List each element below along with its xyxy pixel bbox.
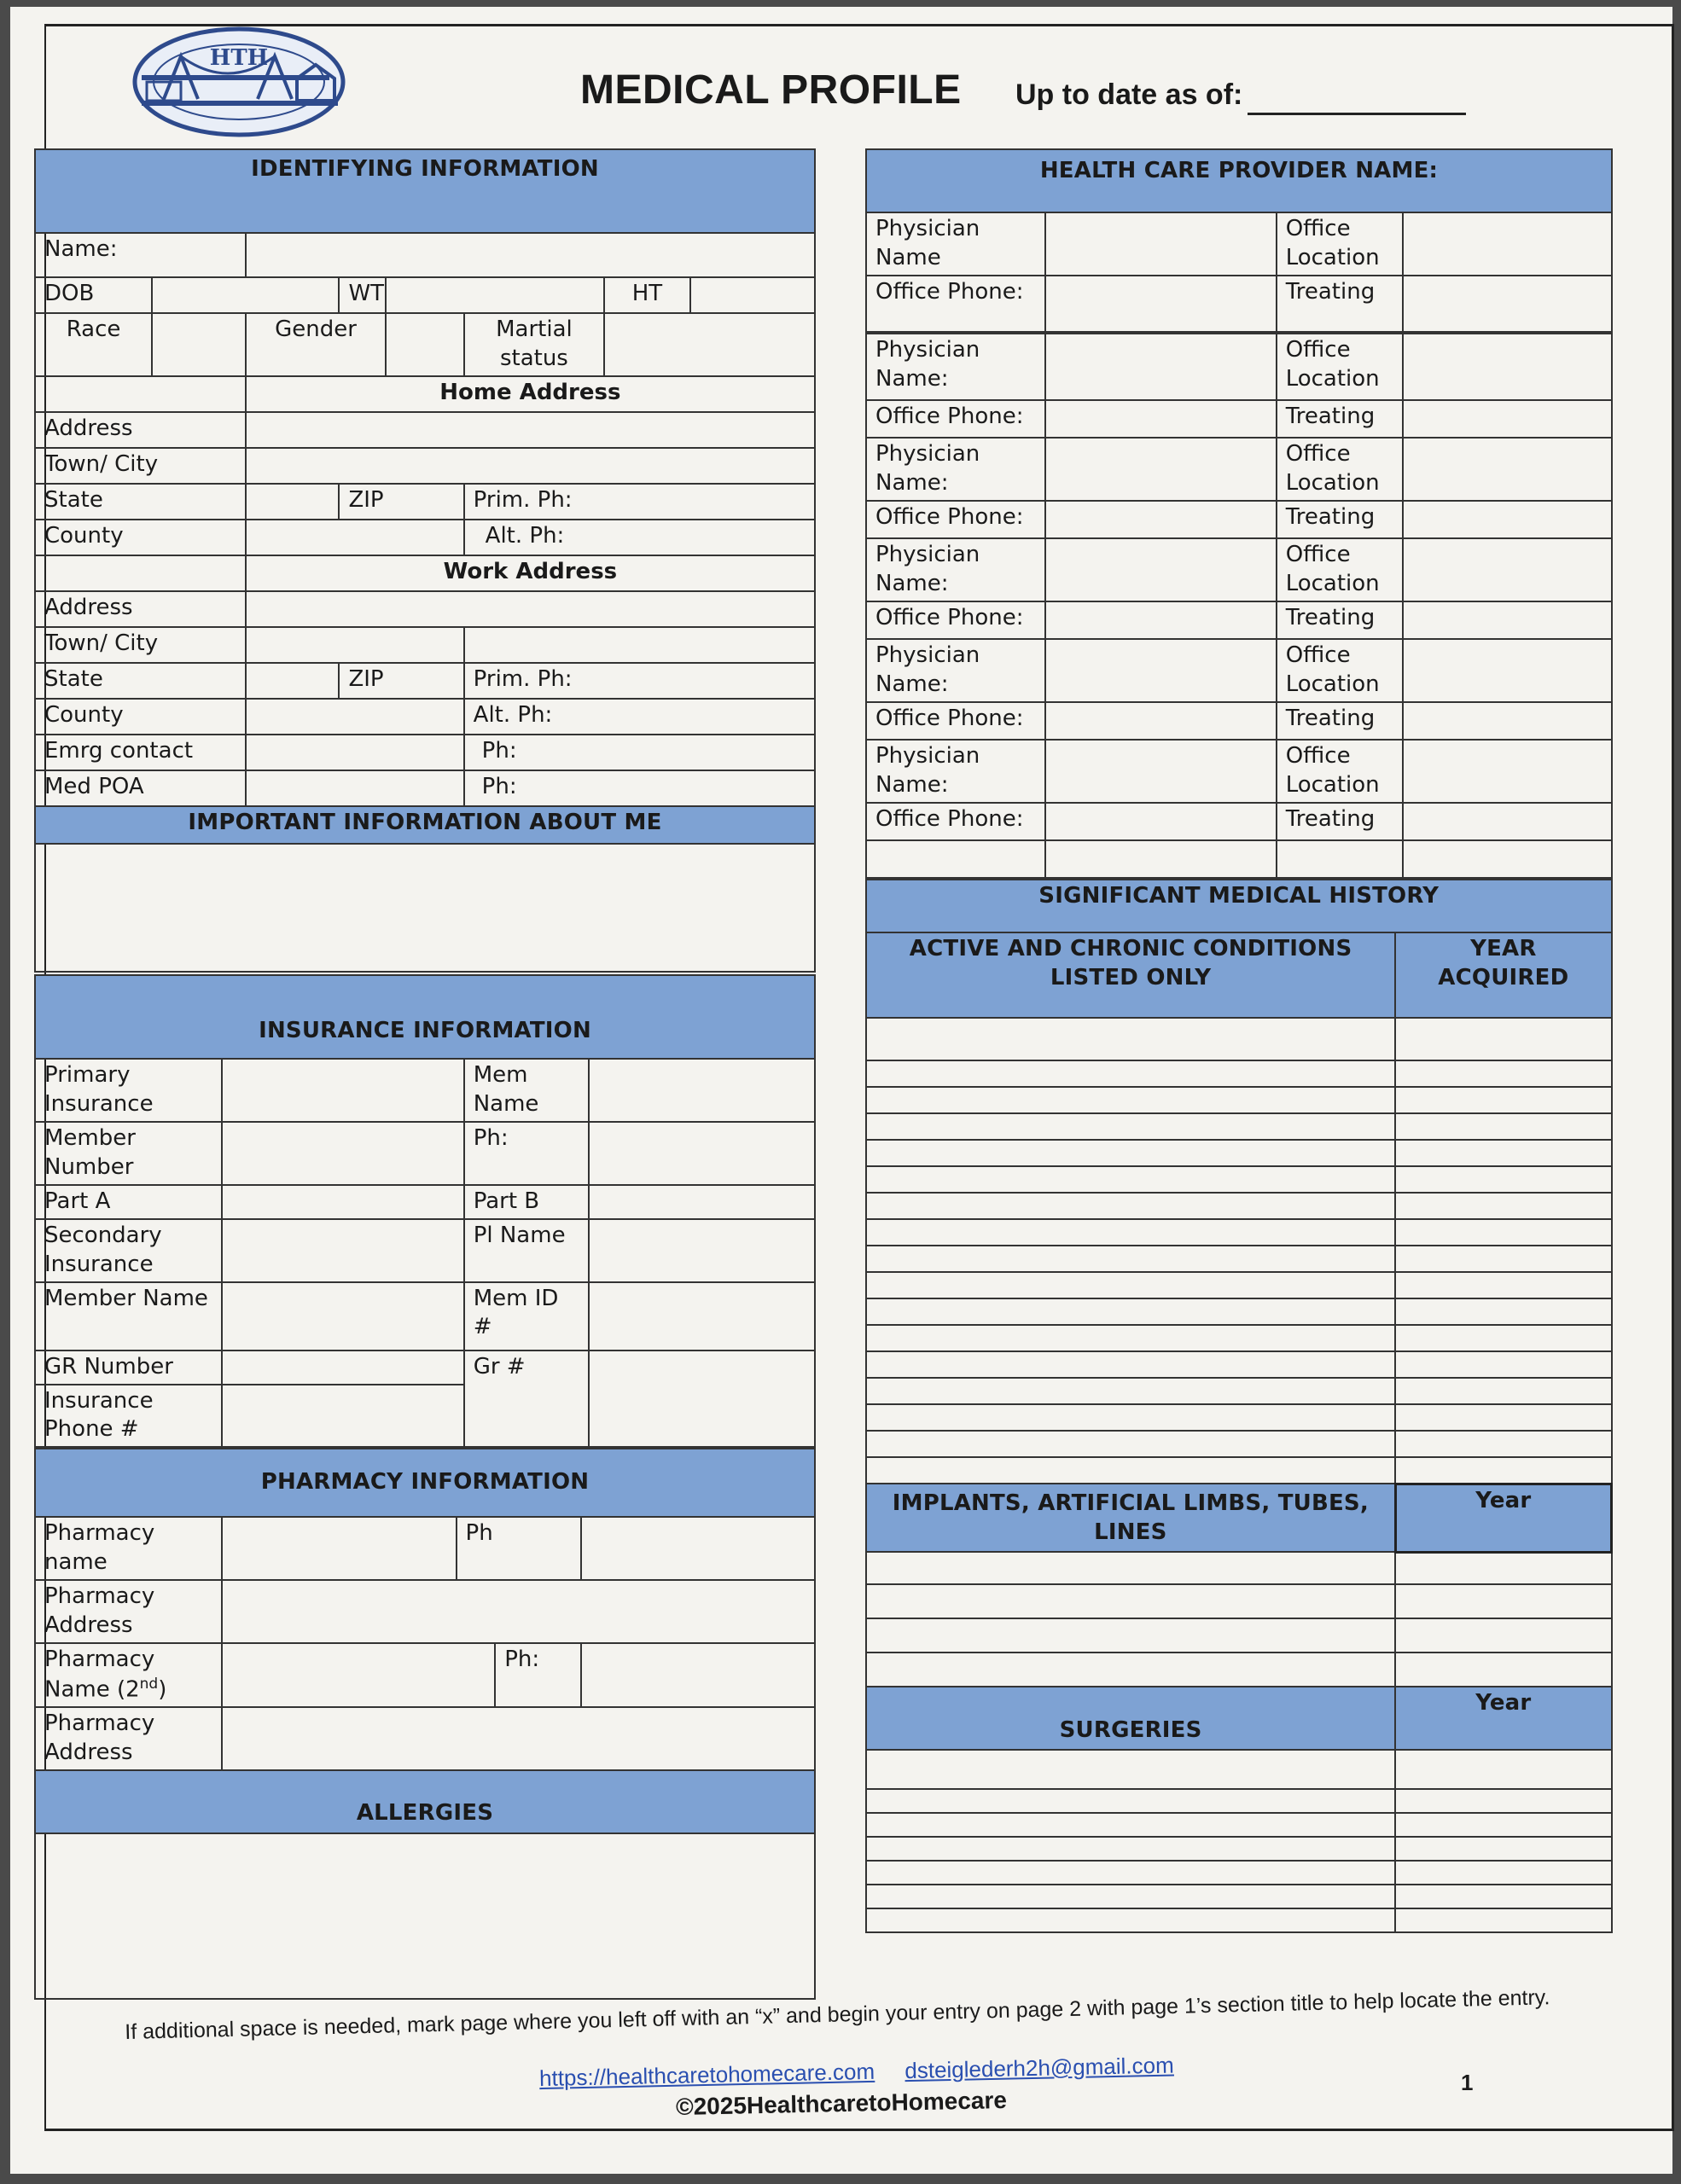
treating-6-label: Treating — [1277, 803, 1404, 840]
med-poa-ph-label[interactable]: Ph: — [464, 770, 815, 806]
office-location-2-field[interactable] — [1403, 334, 1612, 400]
part-a-label: Part A — [35, 1185, 222, 1219]
implant-cell[interactable] — [866, 1584, 1395, 1618]
gr-label: Gr # — [464, 1350, 589, 1448]
provider-rows — [866, 334, 1612, 840]
condition-cell[interactable] — [866, 1113, 1395, 1140]
year-acquired-cell[interactable] — [1395, 1140, 1611, 1166]
identifying-table — [34, 148, 816, 973]
history-rows — [866, 1018, 1612, 1484]
year-acquired-cell[interactable] — [1395, 1246, 1611, 1272]
office-phone-2-field[interactable] — [1045, 400, 1277, 438]
physician-3-field[interactable] — [1045, 438, 1277, 501]
implant-cell[interactable] — [866, 1618, 1395, 1653]
office-location-1-field[interactable] — [1403, 212, 1612, 276]
work-county-field[interactable] — [246, 699, 464, 735]
insurance-table — [34, 974, 816, 1448]
condition-cell[interactable] — [866, 1087, 1395, 1113]
surgery-cell[interactable] — [866, 1813, 1395, 1837]
office-location-4-label: Office Location — [1277, 538, 1404, 601]
provider-extra-cell[interactable] — [1403, 840, 1612, 878]
office-phone-1-field[interactable] — [1045, 276, 1277, 332]
allergies-title: ALLERGIES — [35, 1770, 815, 1833]
implants-title: IMPLANTS, ARTIFICIAL LIMBS, TUBES, LINES — [866, 1484, 1395, 1552]
year-acquired-cell[interactable] — [1395, 1351, 1611, 1378]
surgery-year-cell[interactable] — [1395, 1813, 1611, 1837]
condition-cell[interactable] — [866, 1457, 1395, 1484]
important-title: IMPORTANT INFORMATION ABOUT ME — [35, 806, 815, 844]
work-town-field[interactable] — [246, 627, 464, 663]
work-zip-label: ZIP — [339, 663, 463, 699]
year-acquired-cell[interactable] — [1395, 1404, 1611, 1431]
race-label: Race — [35, 313, 152, 376]
work-state-label: State — [35, 663, 246, 699]
treating-4-label: Treating — [1277, 601, 1404, 639]
ins-ph-label: Ph: — [464, 1122, 589, 1185]
page-title: MEDICAL PROFILE — [580, 67, 962, 113]
condition-cell[interactable] — [866, 1219, 1395, 1246]
year-acquired-cell[interactable] — [1395, 1166, 1611, 1193]
pharmacy-address-field[interactable] — [222, 1580, 815, 1643]
office-location-2-label: Office Location — [1277, 334, 1404, 400]
home-zip-label: ZIP — [339, 484, 463, 520]
work-address-field[interactable] — [246, 591, 815, 627]
insurance-phone-field[interactable] — [222, 1385, 463, 1448]
physician-6-field[interactable] — [1045, 740, 1277, 803]
condition-cell[interactable] — [866, 1140, 1395, 1166]
year-acquired-cell[interactable] — [1395, 1087, 1611, 1113]
surgery-year-cell[interactable] — [1395, 1885, 1611, 1908]
condition-cell[interactable] — [866, 1166, 1395, 1193]
med-poa-label: Med POA — [35, 770, 246, 806]
office-location-4-field[interactable] — [1403, 538, 1612, 601]
copyright: ©2025HealthcaretoHomecare — [675, 2086, 1008, 2121]
condition-cell[interactable] — [866, 1018, 1395, 1060]
marital-field[interactable] — [604, 313, 815, 376]
logo-text: HTH — [209, 45, 269, 71]
year-acquired-cell[interactable] — [1395, 1113, 1611, 1140]
work-county-label: County — [35, 699, 246, 735]
condition-cell[interactable] — [866, 1378, 1395, 1404]
provider-extra-cell[interactable] — [1045, 840, 1277, 878]
pharmacy-name2-sup: nd — [139, 1675, 159, 1693]
up-to-date-field[interactable] — [1248, 113, 1466, 115]
treating-4-field[interactable] — [1403, 601, 1612, 639]
pharmacy-ph-field[interactable] — [581, 1517, 815, 1580]
year-acquired-cell[interactable] — [1395, 1431, 1611, 1457]
med-poa-field[interactable] — [246, 770, 464, 806]
year-acquired-cell[interactable] — [1395, 1378, 1611, 1404]
condition-cell[interactable] — [866, 1404, 1395, 1431]
mem-name-label: Mem Name — [464, 1059, 589, 1122]
treating-5-field[interactable] — [1403, 702, 1612, 740]
member-name-field[interactable] — [222, 1282, 463, 1350]
office-phone-4-label: Office Phone: — [866, 601, 1045, 639]
pharmacy-address-label: Pharmacy Address — [35, 1580, 222, 1643]
pharmacy-name-field[interactable] — [222, 1517, 456, 1580]
surgery-cell[interactable] — [866, 1861, 1395, 1885]
emrg-contact-label: Emrg contact — [35, 735, 246, 770]
condition-cell[interactable] — [866, 1193, 1395, 1219]
insurance-title: INSURANCE INFORMATION — [35, 975, 815, 1059]
implant-year-cell[interactable] — [1395, 1618, 1611, 1653]
surgery-year-cell[interactable] — [1395, 1837, 1611, 1861]
name-label: Name: — [35, 233, 246, 277]
treating-6-field[interactable] — [1403, 803, 1612, 840]
home-alt-ph-label[interactable]: Alt. Ph: — [464, 520, 815, 555]
page-number: 1 — [1461, 2070, 1474, 2095]
gr-field[interactable] — [589, 1350, 815, 1448]
surgery-cell[interactable] — [866, 1837, 1395, 1861]
physician-5-label: Physician Name: — [866, 639, 1045, 702]
gender-field[interactable] — [386, 313, 463, 376]
physician-4-field[interactable] — [1045, 538, 1277, 601]
website-link[interactable]: https://healthcaretohomecare.com — [538, 2058, 875, 2092]
implant-year-cell[interactable] — [1395, 1552, 1611, 1584]
work-town-label: Town/ City — [35, 627, 246, 663]
gr-number-field[interactable] — [222, 1350, 463, 1385]
providers-table-rest — [865, 333, 1613, 879]
home-state-label: State — [35, 484, 246, 520]
implants-year-header: Year — [1395, 1484, 1611, 1552]
secondary-insurance-label: Secondary Insurance — [35, 1219, 222, 1282]
gr-number-label: GR Number — [35, 1350, 222, 1385]
condition-cell[interactable] — [866, 1272, 1395, 1298]
home-address-field[interactable] — [246, 412, 815, 448]
physician-2-label: Physician Name: — [866, 334, 1045, 400]
surgeries-year-header: Year — [1395, 1687, 1611, 1750]
year-acquired-cell[interactable] — [1395, 1219, 1611, 1246]
conditions-header: ACTIVE AND CHRONIC CONDITIONS LISTED ONLY — [866, 932, 1395, 1018]
treating-3-label: Treating — [1277, 501, 1404, 538]
ins-ph-field[interactable] — [589, 1122, 815, 1185]
form-page — [10, 7, 1672, 2174]
home-prim-ph-label[interactable]: Prim. Ph: — [464, 484, 815, 520]
condition-cell[interactable] — [866, 1060, 1395, 1087]
marital-label: Martial status — [464, 313, 605, 376]
primary-insurance-label: Primary Insurance — [35, 1059, 222, 1122]
home-county-label: County — [35, 520, 246, 555]
ht-field[interactable] — [690, 277, 815, 313]
office-location-3-label: Office Location — [1277, 438, 1404, 501]
physician-1-field[interactable] — [1045, 212, 1277, 276]
office-phone-5-label: Office Phone: — [866, 702, 1045, 740]
pharmacy-name2-prefix: Pharmacy Name (2 — [44, 1647, 155, 1703]
physician-3-label: Physician Name: — [866, 438, 1045, 501]
surgeries-title: SURGERIES — [866, 1687, 1395, 1750]
treating-2-label: Treating — [1277, 400, 1404, 438]
implant-cell[interactable] — [866, 1653, 1395, 1687]
office-location-1-label: Office Location — [1277, 212, 1404, 276]
physician-2-field[interactable] — [1045, 334, 1277, 400]
mem-name-field[interactable] — [589, 1059, 815, 1122]
physician-6-label: Physician Name: — [866, 740, 1045, 803]
pharmacy-name-label: Pharmacy name — [35, 1517, 222, 1580]
year-acquired-header: YEAR ACQUIRED — [1395, 932, 1611, 1018]
surgery-year-cell[interactable] — [1395, 1789, 1611, 1813]
name-field[interactable] — [246, 233, 815, 277]
work-state-field[interactable] — [246, 663, 340, 699]
home-state-field[interactable] — [246, 484, 340, 520]
important-field[interactable] — [35, 844, 815, 972]
footer-note: If additional space is needed, mark page where you left off with an “x” and begin your entry on page 2 with page 1’s section title to help locate the entry. — [125, 1985, 1550, 2044]
office-phone-4-field[interactable] — [1045, 601, 1277, 639]
dob-label: DOB — [35, 277, 152, 313]
office-location-3-field[interactable] — [1403, 438, 1612, 501]
pharmacy-address2-field[interactable] — [222, 1707, 815, 1770]
identifying-title: IDENTIFYING INFORMATION — [35, 149, 815, 233]
year-acquired-cell[interactable] — [1395, 1325, 1611, 1351]
surgery-cell[interactable] — [866, 1789, 1395, 1813]
email-link[interactable]: dsteiglederh2h@gmail.com — [904, 2052, 1175, 2084]
providers-table — [865, 148, 1613, 333]
home-address-spacer — [35, 376, 246, 412]
office-phone-5-field[interactable] — [1045, 702, 1277, 740]
condition-cell[interactable] — [866, 1246, 1395, 1272]
part-b-field[interactable] — [589, 1185, 815, 1219]
office-phone-2-label: Office Phone: — [866, 400, 1045, 438]
secondary-insurance-field[interactable] — [222, 1219, 463, 1282]
physician-5-field[interactable] — [1045, 639, 1277, 702]
home-town-field[interactable] — [246, 448, 815, 484]
emrg-ph-label[interactable]: Ph: — [464, 735, 815, 770]
pharmacy-name2-label — [35, 1643, 222, 1707]
office-location-5-field[interactable] — [1403, 639, 1612, 702]
home-address-title: Home Address — [246, 376, 815, 412]
work-town-extra[interactable] — [464, 627, 815, 663]
provider-extra-cell[interactable] — [1277, 840, 1404, 878]
work-address-label: Address — [35, 591, 246, 627]
surgery-cell[interactable] — [866, 1750, 1395, 1789]
condition-cell[interactable] — [866, 1431, 1395, 1457]
office-location-6-label: Office Location — [1277, 740, 1404, 803]
implant-rows — [866, 1552, 1612, 1687]
surgery-year-cell[interactable] — [1395, 1861, 1611, 1885]
pharmacy-address2-label: Pharmacy Address — [35, 1707, 222, 1770]
year-acquired-cell[interactable] — [1395, 1272, 1611, 1298]
year-acquired-cell[interactable] — [1395, 1457, 1611, 1484]
pharmacy-ph2-label: Ph: — [495, 1643, 581, 1707]
implant-year-cell[interactable] — [1395, 1584, 1611, 1618]
right-column — [865, 148, 1613, 1933]
part-b-label: Part B — [464, 1185, 589, 1219]
office-phone-6-field[interactable] — [1045, 803, 1277, 840]
surgery-rows — [866, 1750, 1612, 1932]
year-acquired-cell[interactable] — [1395, 1060, 1611, 1087]
condition-cell[interactable] — [866, 1351, 1395, 1378]
wt-label: WT — [339, 277, 386, 313]
hth-logo — [130, 22, 348, 142]
work-address-title: Work Address — [246, 555, 815, 591]
year-acquired-cell[interactable] — [1395, 1298, 1611, 1325]
surgery-year-cell[interactable] — [1395, 1750, 1611, 1789]
work-address-spacer — [35, 555, 246, 591]
pl-name-label: Pl Name — [464, 1219, 589, 1282]
work-alt-ph-label[interactable]: Alt. Ph: — [464, 699, 815, 735]
office-phone-3-field[interactable] — [1045, 501, 1277, 538]
mem-id-label: Mem ID # — [464, 1282, 589, 1350]
treating-5-label: Treating — [1277, 702, 1404, 740]
office-location-5-label: Office Location — [1277, 639, 1404, 702]
pl-name-field[interactable] — [589, 1219, 815, 1282]
surgery-year-cell[interactable] — [1395, 1908, 1611, 1932]
home-county-field[interactable] — [246, 520, 464, 555]
part-a-field[interactable] — [222, 1185, 463, 1219]
home-address-label: Address — [35, 412, 246, 448]
pharmacy-ph-label: Ph — [457, 1517, 581, 1580]
year-acquired-cell[interactable] — [1395, 1193, 1611, 1219]
surgery-cell[interactable] — [866, 1908, 1395, 1932]
provider-extra-row[interactable] — [866, 840, 1045, 878]
history-title: SIGNIFICANT MEDICAL HISTORY — [866, 880, 1612, 932]
left-column — [34, 148, 816, 2000]
member-number-label: Member Number — [35, 1122, 222, 1185]
office-location-6-field[interactable] — [1403, 740, 1612, 803]
race-field[interactable] — [152, 313, 246, 376]
implant-year-cell[interactable] — [1395, 1653, 1611, 1687]
insurance-phone-label: Insurance Phone # — [35, 1385, 222, 1448]
providers-title: HEALTH CARE PROVIDER NAME: — [866, 149, 1612, 212]
condition-cell[interactable] — [866, 1325, 1395, 1351]
gender-label: Gender — [246, 313, 387, 376]
treating-1-label: Treating — [1277, 276, 1404, 332]
work-prim-ph-label[interactable]: Prim. Ph: — [464, 663, 815, 699]
surgery-cell[interactable] — [866, 1885, 1395, 1908]
pharmacy-name2-suffix: ) — [158, 1676, 167, 1703]
allergies-field[interactable] — [35, 1833, 815, 1999]
wt-field[interactable] — [386, 277, 604, 313]
primary-insurance-field[interactable] — [222, 1059, 463, 1122]
condition-cell[interactable] — [866, 1298, 1395, 1325]
ht-label: HT — [604, 277, 690, 313]
office-phone-3-label: Office Phone: — [866, 501, 1045, 538]
member-number-field[interactable] — [222, 1122, 463, 1185]
physician-1-label: Physician Name — [866, 212, 1045, 276]
up-to-date-label: Up to date as of: — [1015, 78, 1243, 111]
home-town-label: Town/ City — [35, 448, 246, 484]
year-acquired-cell[interactable] — [1395, 1018, 1611, 1060]
pharmacy-ph2-field[interactable] — [581, 1643, 815, 1707]
mem-id-field[interactable] — [589, 1282, 815, 1350]
member-name-label: Member Name — [35, 1282, 222, 1350]
office-phone-6-label: Office Phone: — [866, 803, 1045, 840]
pharmacy-table — [34, 1448, 816, 2000]
dob-field[interactable] — [152, 277, 339, 313]
treating-2-field[interactable] — [1403, 400, 1612, 438]
pharmacy-name2-field[interactable] — [222, 1643, 495, 1707]
history-table — [865, 879, 1613, 1933]
pharmacy-title: PHARMACY INFORMATION — [35, 1449, 815, 1517]
physician-4-label: Physician Name: — [866, 538, 1045, 601]
treating-1-field[interactable] — [1403, 276, 1612, 332]
treating-3-field[interactable] — [1403, 501, 1612, 538]
implant-cell[interactable] — [866, 1552, 1395, 1584]
emrg-contact-field[interactable] — [246, 735, 464, 770]
office-phone-1-label: Office Phone: — [866, 276, 1045, 332]
